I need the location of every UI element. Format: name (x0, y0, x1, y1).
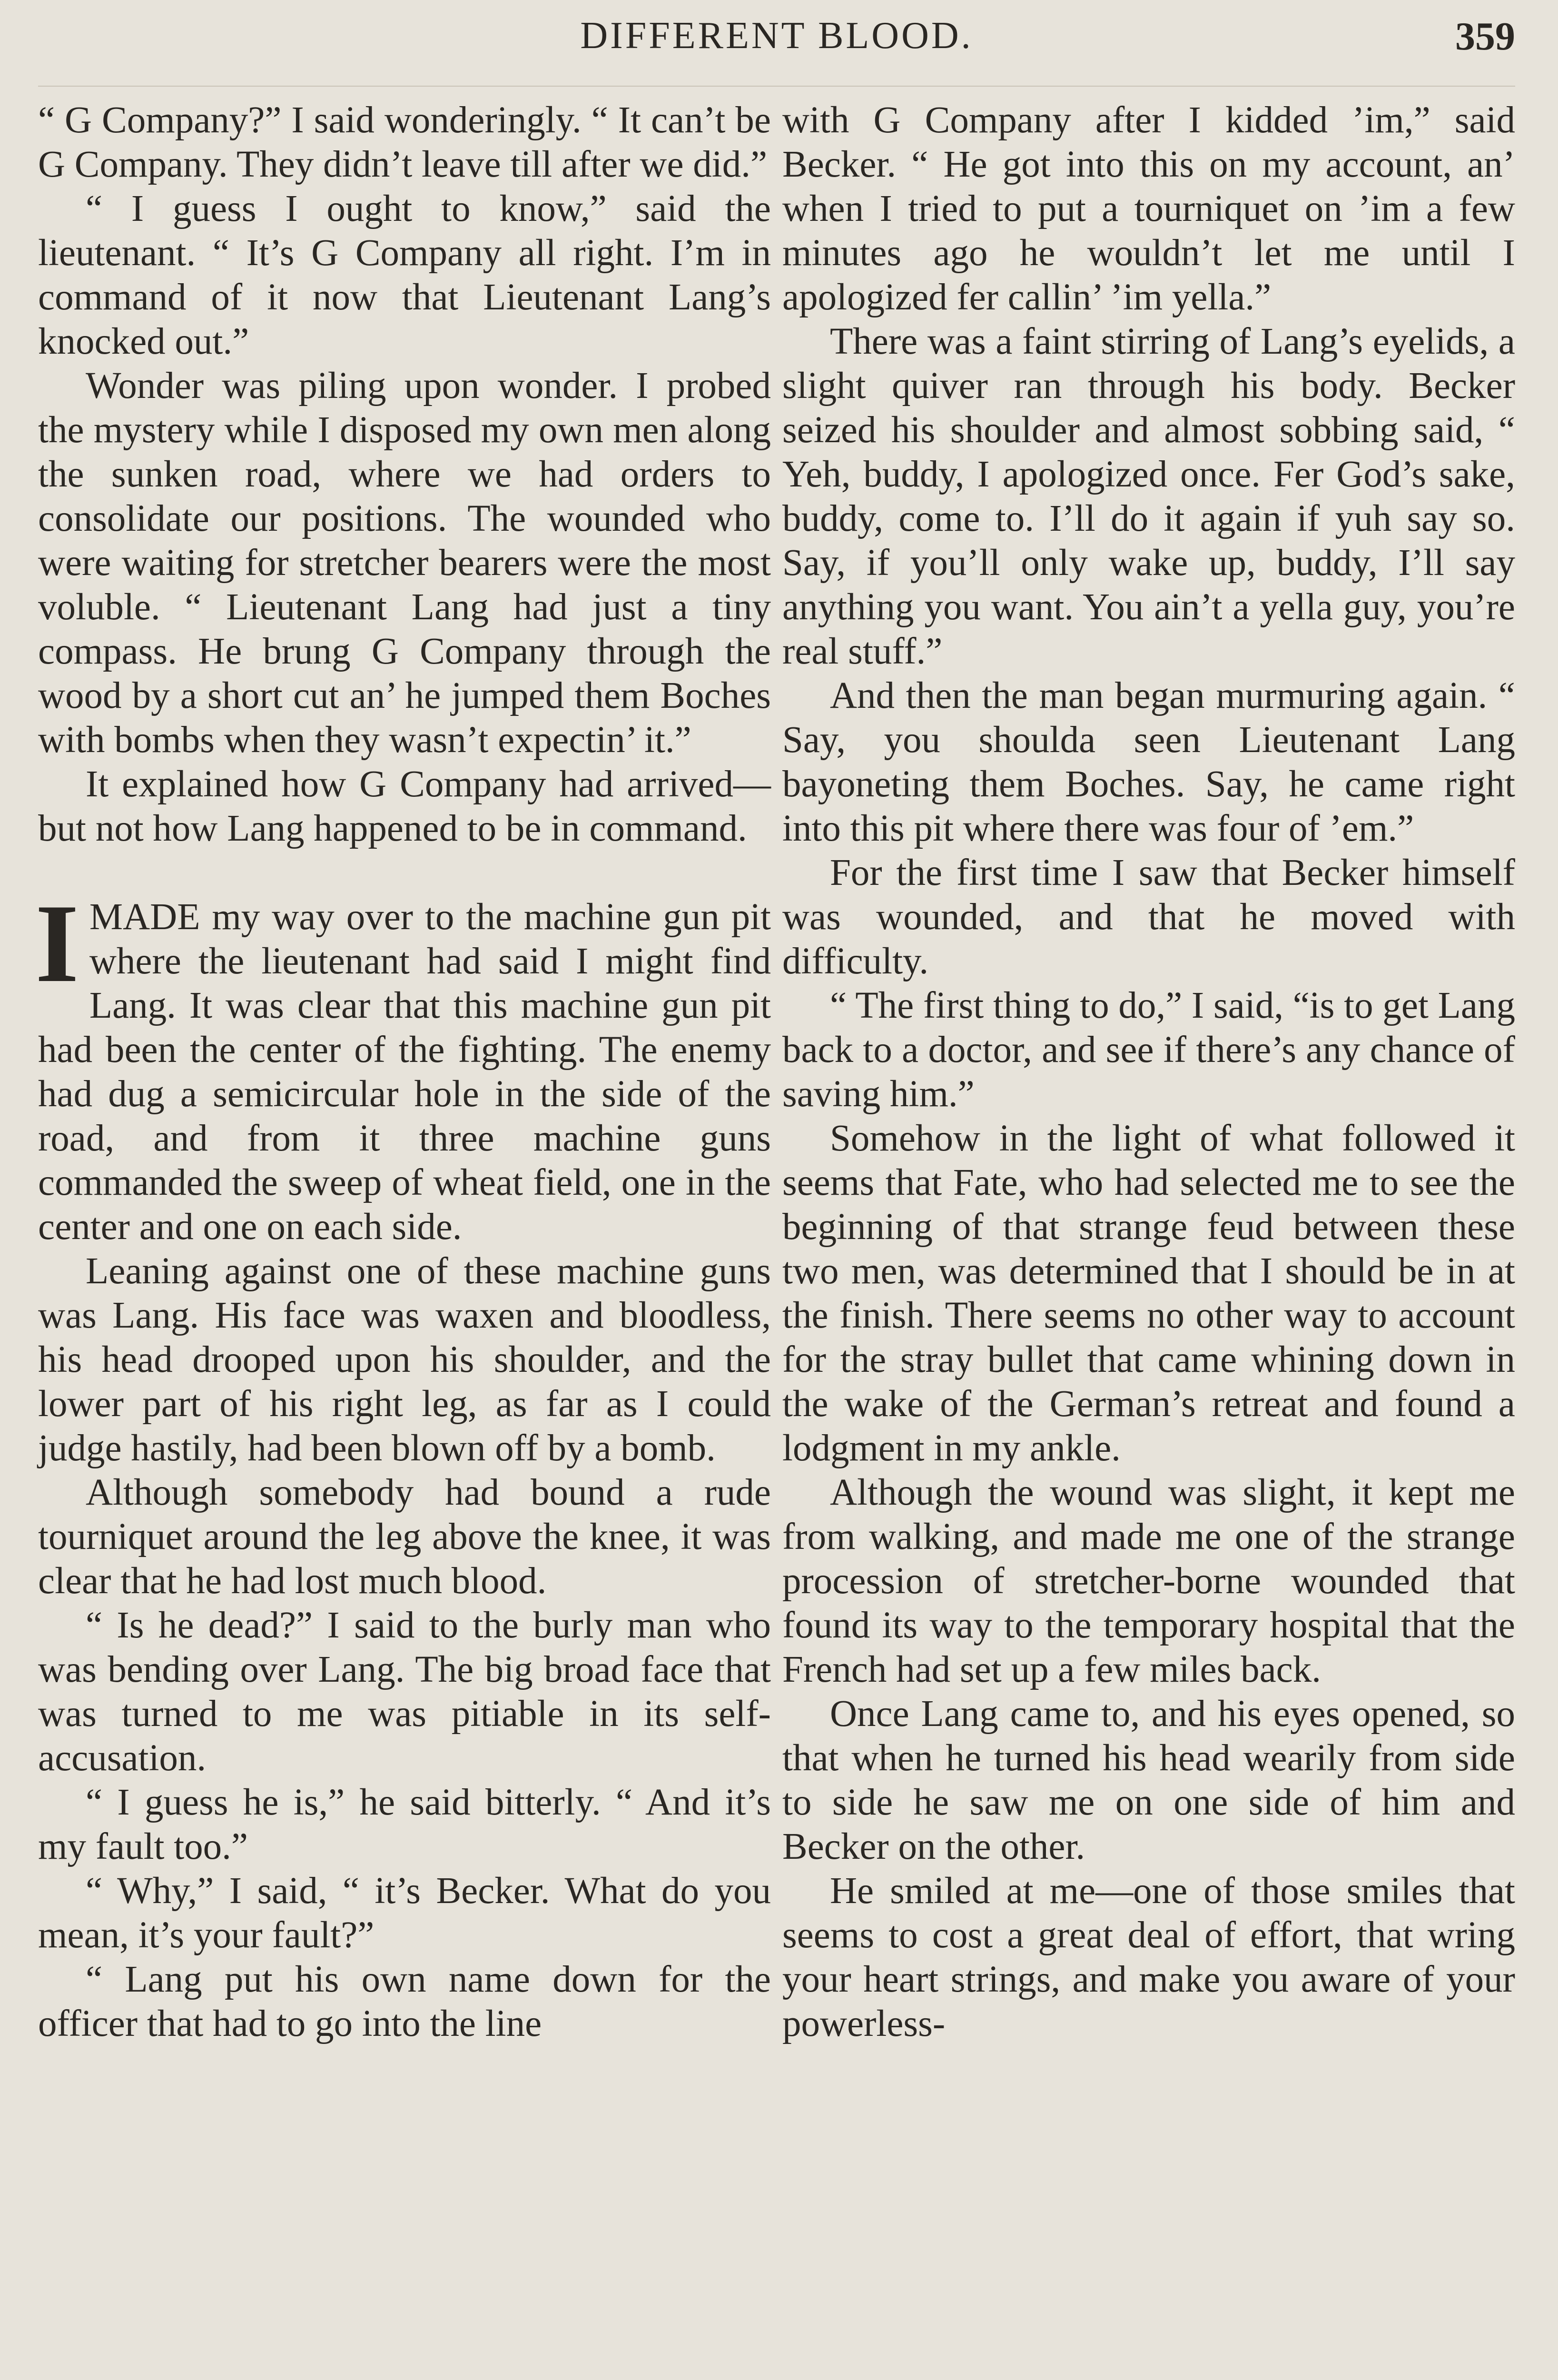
paragraph: Although the wound was slight, it kept me from walking, and made me one of the strange procession of stretcher-borne wounded that found its way to the temporary hospital that the French had set up a few miles back. (782, 1472, 1515, 1690)
paragraph: “ Why,” I said, “ it’s Becker. What do you mean, it’s your fault?” (38, 1870, 771, 1956)
paragraph: with G Company after I kidded ’im,” said Becker. “ He got into this on my account, an’ when I tried to put a tourniquet on ’im a few minutes ago he wouldn’t let me until I apologized fer callin’ ’im yella.” (782, 99, 1515, 318)
paragraph: “ I guess I ought to know,” said the lieutenant. “ It’s G Company all right. I’m in command of it now that Lieutenant Lang’s knocked out.” (38, 188, 771, 362)
paragraph-text: MADE my way over to the machine gun pit where the lieutenant had said I might find Lang. It was clear that this machine gun pit had been the center of the fighting. The enemy had dug a semicircular hole in the side of the road, and from it three machine guns commanded the sweep of wheat field, one in the center and one on each side. (38, 896, 771, 1248)
right-column (782, 98, 1515, 2046)
page-header (38, 0, 1515, 87)
paragraph: Leaning against one of these machine guns was Lang. His face was waxen and bloodless, his head drooped upon his shoulder, and the lower part of his right leg, as far as I could judge hastily, had been blown off by a bomb. (38, 1250, 771, 1469)
running-title: DIFFERENT BLOOD. (580, 15, 973, 57)
paragraph: Somehow in the light of what followed it seems that Fate, who had selected me to see the beginning of that strange feud between these two men, was determined that I should be in at the finish. There seems no other way to account for the stray bullet that came whining down in the wake of the German’s retreat and found a lodgment in my ankle. (782, 1118, 1515, 1469)
paragraph: Once Lang came to, and his eyes opened, so that when he turned his head wearily from side to side he saw me on one side of him and Becker on the other. (782, 1693, 1515, 1867)
paragraph: There was a faint stirring of Lang’s eyelids, a slight quiver ran through his body. Becker seized his shoulder and almost sobbing said, “ Yeh, buddy, I apologized once. Fer God’s sake, buddy, come to. I’ll do it again if yuh say so. Say, if you’ll only wake up, buddy, I’ll say anything you want. You ain’t a yella guy, you’re real stuff.” (782, 321, 1515, 672)
left-column (35, 98, 771, 2046)
paragraph: He smiled at me—one of those smiles that seems to cost a great deal of effort, that wring your heart strings, and make you aware of your powerless- (782, 1870, 1515, 2044)
paragraph: It explained how G Company had arrived—but not how Lang happened to be in command. (38, 764, 771, 849)
paragraph: “ Lang put his own name down for the officer that had to go into the line (38, 1959, 771, 2044)
paragraph: For the first time I saw that Becker himself was wounded, and that he moved with difficulty. (782, 852, 1515, 982)
paragraph: “ The first thing to do,” I said, “is to get Lang back to a doctor, and see if there’s any chance of saving him.” (782, 985, 1515, 1115)
page-number: 359 (1455, 14, 1515, 59)
drop-cap-paragraph (35, 882, 771, 1249)
text-columns (35, 98, 1515, 2046)
paragraph: “ G Company?” I said wonderingly. “ It can’t be G Company. They didn’t leave till after we did.” (38, 99, 771, 185)
paragraph: Although somebody had bound a rude tourniquet around the leg above the knee, it was clear that he had lost much blood. (38, 1472, 771, 1602)
paragraph: “ Is he dead?” I said to the burly man who was bending over Lang. The big broad face that was turned to me was pitiable in its self-accusation. (38, 1605, 771, 1779)
paragraph: And then the man began murmuring again. “ Say, you shoulda seen Lieutenant Lang bayoneting them Boches. Say, he came right into this pit where there was four of ’em.” (782, 675, 1515, 849)
paragraph: Wonder was piling upon wonder. I probed the mystery while I disposed my own men along the sunken road, where we had orders to consolidate our positions. The wounded who were waiting for stretcher bearers were the most voluble. “ Lieutenant Lang had just a tiny compass. He brung G Company through the wood by a short cut an’ he jumped them Boches with bombs when they wasn’t expectin’ it.” (38, 365, 771, 761)
paragraph: “ I guess he is,” he said bitterly. “ And it’s my fault too.” (38, 1782, 771, 1867)
drop-cap: I (35, 882, 79, 1006)
